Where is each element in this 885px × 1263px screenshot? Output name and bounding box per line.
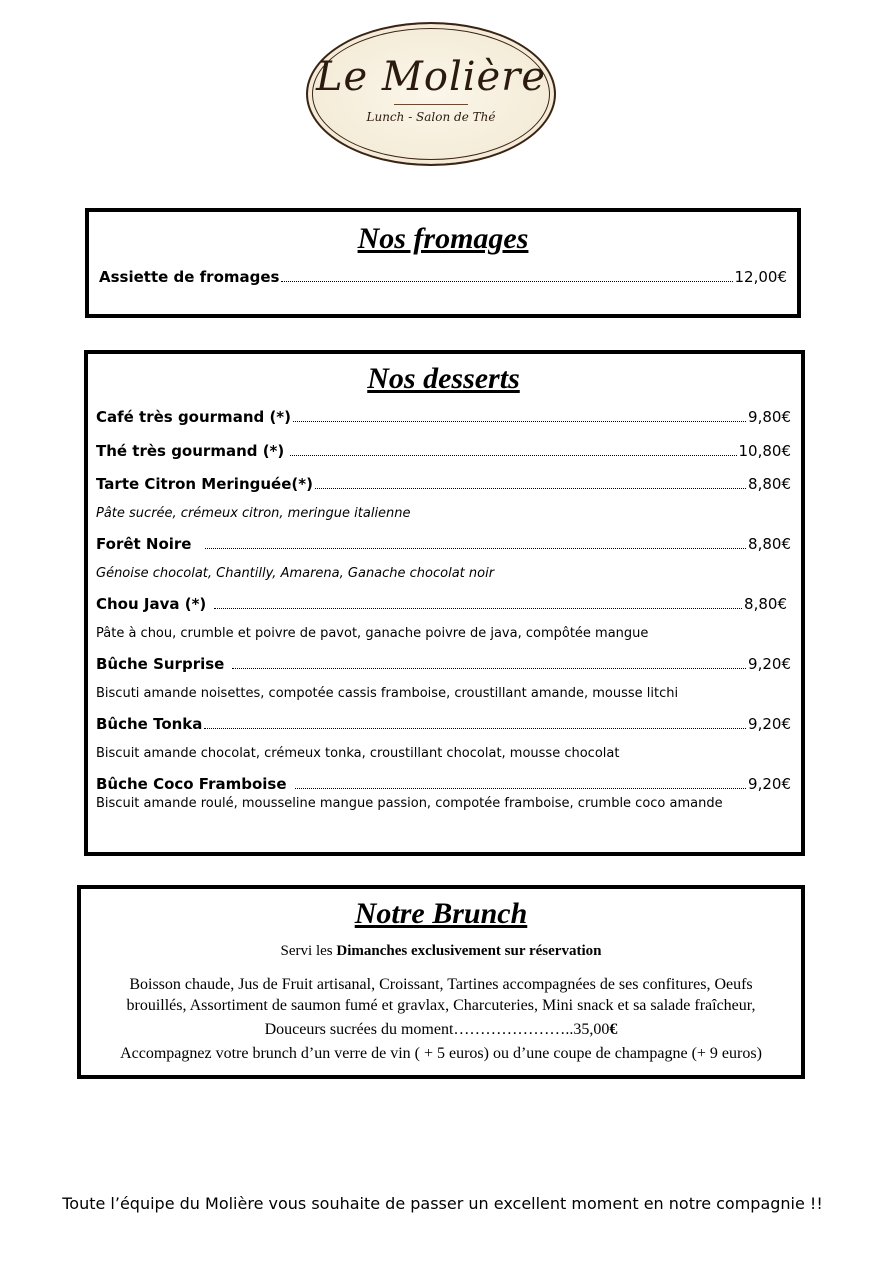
item-price: 9,20€	[748, 655, 791, 673]
fromages-title: Nos fromages	[357, 222, 529, 255]
leader-dots	[204, 728, 746, 729]
item-description: Génoise chocolat, Chantilly, Amarena, Ganache chocolat noir	[96, 566, 495, 581]
currency-symbol: €	[609, 1021, 618, 1038]
item-price: 12,00€	[734, 268, 787, 286]
item-description: Pâte à chou, crumble et poivre de pavot, ganache poivre de java, compôtée mangue	[96, 626, 649, 641]
item-name: Bûche Surprise	[96, 655, 225, 673]
leader-dots	[315, 488, 746, 489]
leader-dots	[293, 421, 746, 422]
leader-dots	[281, 281, 732, 282]
leader-dots	[214, 608, 742, 609]
footer-message: Toute l’équipe du Molière vous souhaite de passer un excellent moment en notre compagnie !!	[62, 1194, 823, 1213]
item-name: Bûche Coco Framboise	[96, 775, 287, 793]
item-name: Forêt Noire	[96, 535, 192, 553]
sweets-dots: …………………..	[453, 1021, 574, 1038]
item-description: Biscuit amande chocolat, crémeux tonka, croustillant chocolat, mousse chocolat	[96, 746, 620, 761]
item-name: Chou Java (*)	[96, 595, 207, 613]
menu-item	[96, 655, 791, 673]
menu-item	[96, 535, 791, 553]
fromages-section	[85, 208, 801, 318]
item-price: 9,20€	[748, 715, 791, 733]
logo-divider	[394, 104, 468, 105]
item-price: 10,80€	[738, 442, 791, 460]
restaurant-logo	[306, 22, 556, 166]
item-description: Pâte sucrée, crémeux citron, meringue italienne	[96, 506, 411, 521]
menu-item	[96, 595, 791, 613]
desserts-title: Nos desserts	[367, 362, 520, 395]
item-price: 8,80€	[744, 595, 787, 613]
item-description: Biscuti amande noisettes, compotée cassis framboise, croustillant amande, mousse litchi	[96, 686, 679, 701]
brunch-title: Notre Brunch	[354, 897, 528, 930]
menu-item	[96, 715, 791, 733]
leader-dots	[232, 668, 746, 669]
menu-item	[96, 442, 791, 460]
leader-dots	[290, 455, 736, 456]
item-name: Bûche Tonka	[96, 715, 203, 733]
brunch-wine-option: Accompagnez votre brunch d’un verre de vin ( + 5 euros) ou d’une coupe de champagne (+ 9 euros)	[120, 1045, 762, 1062]
brunch-sweets-line	[105, 1021, 777, 1039]
brunch-section	[77, 885, 805, 1079]
item-description: Biscuit amande roulé, mousseline mangue passion, compotée framboise, crumble coco amande	[96, 796, 723, 811]
item-price: 8,80€	[748, 535, 791, 553]
desserts-section	[84, 350, 805, 856]
item-price: 8,80€	[748, 475, 791, 493]
leader-dots	[205, 548, 746, 549]
brunch-description: Boisson chaude, Jus de Fruit artisanal, Croissant, Tartines accompagnées de ses confitures, Oeufs brouillés, Assortiment de saumon fumé et gravlax, Charcuteries, Mini snack et sa salade fraîcheur,	[126, 976, 756, 1014]
item-name: Tarte Citron Meringuée(*)	[96, 475, 313, 493]
item-price: 9,20€	[748, 775, 791, 793]
menu-item	[96, 475, 791, 493]
item-name: Thé très gourmand (*)	[96, 442, 285, 460]
item-name: Café très gourmand (*)	[96, 408, 292, 426]
menu-item	[96, 408, 791, 426]
logo-subtitle: Lunch - Salon de Thé	[366, 110, 496, 124]
sweets-label: Douceurs sucrées du moment	[264, 1021, 454, 1038]
item-price: 9,80€	[748, 408, 791, 426]
brunch-price: 35,00	[573, 1021, 610, 1038]
brunch-served	[105, 943, 777, 960]
logo-title: Le Molière	[315, 54, 547, 100]
served-condition: Dimanches exclusivement sur réservation	[336, 943, 602, 959]
item-name: Assiette de fromages	[99, 268, 280, 286]
leader-dots	[295, 788, 747, 789]
menu-item	[99, 268, 787, 286]
served-prefix: Servi les	[280, 943, 337, 959]
menu-item	[96, 775, 791, 793]
